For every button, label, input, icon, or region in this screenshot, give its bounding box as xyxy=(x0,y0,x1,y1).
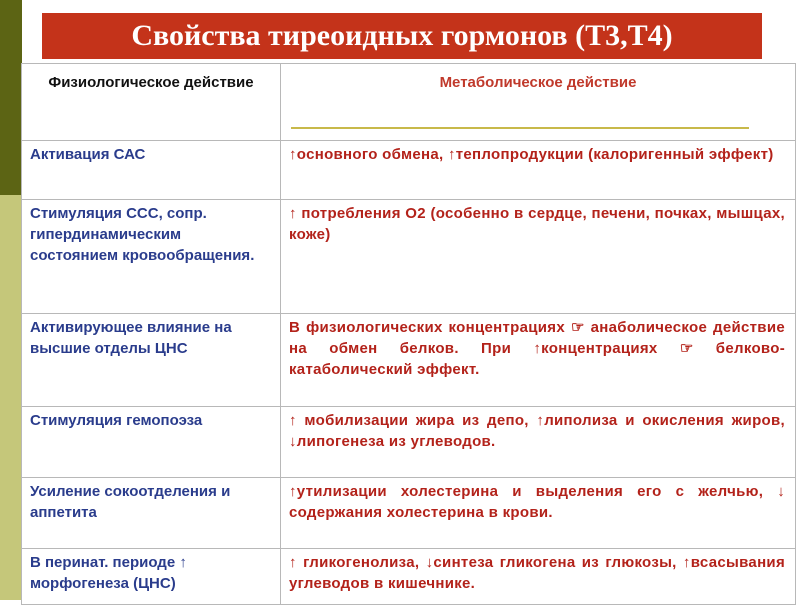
table-row xyxy=(22,141,796,200)
table-row xyxy=(22,549,796,605)
table-header-row xyxy=(22,64,796,141)
physio-cell: Усиление сокоотделения и аппетита xyxy=(22,478,281,549)
physio-cell: В перинат. периоде ↑ морфогенеза (ЦНС) xyxy=(22,549,281,605)
table-row xyxy=(22,407,796,478)
header-underline xyxy=(291,127,749,129)
header-physiological: Физиологическое действие xyxy=(22,64,281,141)
side-bar-light-segment xyxy=(0,195,22,600)
table-row xyxy=(22,200,796,314)
slide-title-banner xyxy=(42,13,762,59)
side-bar-dark-segment xyxy=(0,0,22,195)
physio-cell: Стимуляция ССС, сопр. гипердинамическим состоянием кровообращения. xyxy=(22,200,281,314)
hormone-properties-table xyxy=(21,63,796,605)
metabolic-cell: ↑основного обмена, ↑теплопродукции (калоригенный эффект) xyxy=(281,141,796,200)
metabolic-cell: ↑ мобилизации жира из депо, ↑липолиза и окисления жиров, ↓липогенеза из углеводов. xyxy=(281,407,796,478)
slide-side-bar xyxy=(0,0,22,600)
physio-cell: Активирующее влияние на высшие отделы ЦНС xyxy=(22,314,281,407)
metabolic-cell: ↑утилизации холестерина и выделения его с желчью, ↓ содержания холестерина в крови. xyxy=(281,478,796,549)
metabolic-cell: В физиологических концентрациях ☞ анаболическое действие на обмен белков. При ↑концентрациях ☞ белково-катаболический эффект. xyxy=(281,314,796,407)
metabolic-cell: ↑ гликогенолиза, ↓синтеза гликогена из глюкозы, ↑всасывания углеводов в кишечнике. xyxy=(281,549,796,605)
table-row xyxy=(22,478,796,549)
slide-title: Свойства тиреоидных гормонов (Т3,Т4) xyxy=(131,19,673,52)
physio-cell: Активация САС xyxy=(22,141,281,200)
header-metabolic xyxy=(281,64,796,141)
table-row xyxy=(22,314,796,407)
physio-cell: Стимуляция гемопоэза xyxy=(22,407,281,478)
header-metabolic-label: Метаболическое действие xyxy=(439,74,637,91)
metabolic-cell: ↑ потребления О2 (особенно в сердце, печени, почках, мышцах, коже) xyxy=(281,200,796,314)
